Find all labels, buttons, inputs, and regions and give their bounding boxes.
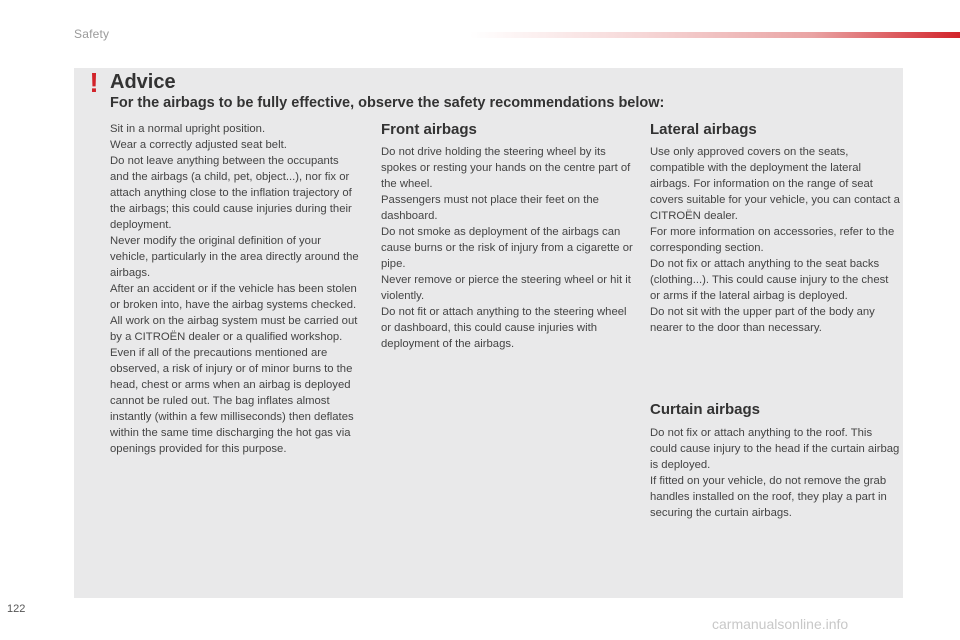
lateral-airbags-paragraph: For more information on accessories, refer to the corresponding section.	[650, 226, 895, 254]
front-airbags-paragraph: Do not smoke as deployment of the airbags can cause burns or the risk of injury from a cigarette or pipe.	[381, 226, 633, 270]
general-paragraph: Sit in a normal upright position.	[110, 123, 266, 135]
exclamation-icon: !	[89, 67, 99, 98]
watermark: carmanualsonline.info	[712, 616, 849, 632]
advice-subtitle: For the airbags to be fully effective, observe the safety recommendations below:	[110, 95, 665, 111]
lateral-airbags-paragraph: Use only approved covers on the seats, compatible with the deployment the lateral airbags. For information on the range of seat covers suitable for your vehicle, you can contact a CITROËN dealer.	[650, 146, 900, 222]
advice-title: Advice	[110, 71, 176, 93]
front-airbags-column	[381, 144, 633, 352]
section-label: Safety	[74, 27, 110, 41]
front-airbags-paragraph: Never remove or pierce the steering wheel or hit it violently.	[381, 274, 631, 302]
front-airbags-paragraph: Do not fit or attach anything to the steering wheel or dashboard, this could cause injuries with deployment of the airbags.	[381, 306, 627, 350]
front-airbags-heading: Front airbags	[381, 121, 477, 138]
front-airbags-paragraph: Do not drive holding the steering wheel by its spokes or resting your hands on the centre part of the wheel.	[381, 146, 631, 190]
header-accent-bar	[470, 32, 960, 38]
general-paragraph: Do not leave anything between the occupants and the airbags (a child, pet, object...), nor fix or attach anything close to the inflation trajectory of the airbags; this could cause injuries during their deployment.	[110, 155, 352, 231]
general-paragraph: Even if all of the precautions mentioned are observed, a risk of injury or of minor burns to the head, chest or arms when an airbag is deployed cannot be ruled out. The bag inflates almost instantly (within a few milliseconds) then deflates within the same time discharging the hot gas via openings provided for this purpose.	[110, 347, 354, 455]
general-advice-column	[110, 121, 360, 457]
page-number: 122	[7, 603, 26, 615]
curtain-airbags-paragraph: If fitted on your vehicle, do not remove the grab handles installed on the roof, they play a part in securing the curtain airbags.	[650, 475, 887, 519]
front-airbags-paragraph: Passengers must not place their feet on the dashboard.	[381, 194, 599, 222]
lateral-airbags-heading: Lateral airbags	[650, 121, 757, 138]
curtain-airbags-column	[650, 425, 900, 521]
curtain-airbags-paragraph: Do not fix or attach anything to the roof. This could cause injury to the head if the curtain airbag is deployed.	[650, 427, 900, 471]
general-paragraph: Wear a correctly adjusted seat belt.	[110, 139, 287, 151]
general-paragraph: Never modify the original definition of your vehicle, particularly in the area directly around the airbags.	[110, 235, 359, 279]
lateral-airbags-paragraph: Do not fix or attach anything to the seat backs (clothing...). This could cause injury to the chest or arms if the lateral airbag is deployed.	[650, 258, 889, 302]
curtain-airbags-heading: Curtain airbags	[650, 401, 761, 418]
general-paragraph: All work on the airbag system must be carried out by a CITROËN dealer or a qualified workshop.	[110, 315, 358, 343]
lateral-airbags-column	[650, 144, 900, 336]
general-paragraph: After an accident or if the vehicle has been stolen or broken into, have the airbag systems checked.	[110, 283, 357, 311]
lateral-airbags-paragraph: Do not sit with the upper part of the body any nearer to the door than necessary.	[650, 306, 875, 334]
